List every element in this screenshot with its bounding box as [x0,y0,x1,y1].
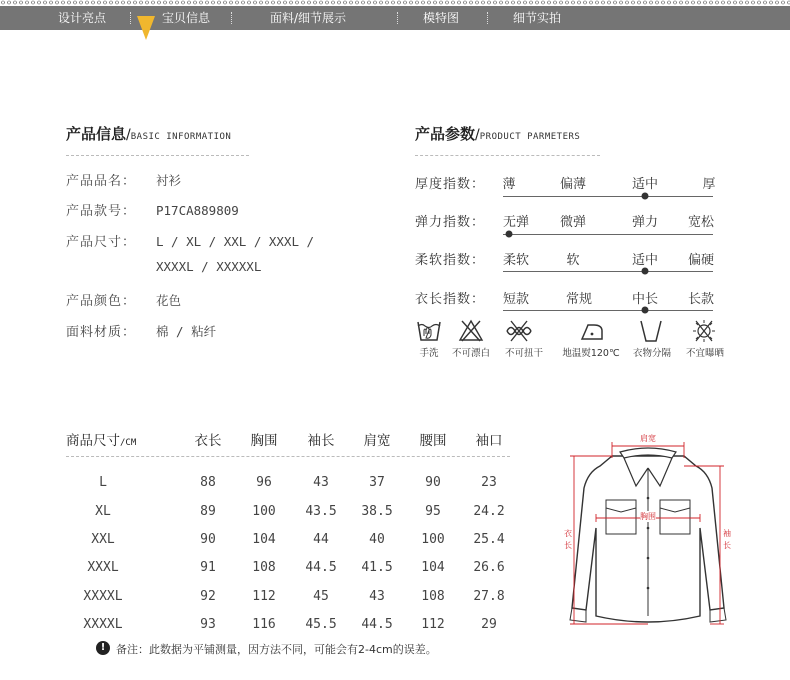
table-cell: 100 [252,504,276,519]
length-label: 衣长 [564,529,572,550]
product-info-title-en: BASIC INFORMATION [130,132,232,142]
param-scale-line [503,310,713,311]
no-wring-icon [505,318,533,344]
param-selected-dot [642,193,649,200]
care-label: 不可扭干 [504,348,544,359]
divider [66,456,510,457]
nav-top-border [0,0,790,5]
param-label: 衣长指数： [415,292,486,307]
heading-slash: / [475,127,480,143]
table-cell: 100 [421,532,445,547]
product-info-heading [66,123,231,144]
nav-tab-design-highlights[interactable]: 设计亮点 [58,11,107,25]
table-cell: 26.6 [473,560,505,575]
table-cell: 116 [252,617,276,632]
param-option: 柔软 [502,253,530,268]
info-value-continued: XXXXL / XXXXXL [156,259,262,274]
size-table-header: 肩宽 [363,433,391,449]
param-label: 弹力指数： [415,215,486,230]
param-option: 适中 [631,177,659,192]
sleeve-length-label: 袖长 [723,529,731,550]
info-label: 产品尺寸： [66,235,137,250]
no-bleach-icon [457,318,485,344]
info-label: 面料材质： [66,325,137,340]
info-row-color [66,290,181,309]
shoulder-width-label: 肩宽 [640,434,656,443]
table-cell: 41.5 [361,560,393,575]
divider [415,155,600,156]
param-option: 偏薄 [559,177,587,192]
table-cell: 92 [200,589,216,604]
info-value: P17CA889809 [156,203,239,218]
size-note: 备注：此数据为平铺测量，因方法不同，可能会有2-4cm的误差。 [116,643,437,656]
param-option: 中长 [631,292,659,307]
heading-slash: / [126,127,131,143]
nav-separator [130,12,131,24]
size-cell: XXXL [87,560,119,575]
param-option: 短款 [502,292,530,307]
shirt-measurement-diagram [560,428,740,640]
info-value: 棉 / 粘纤 [156,324,217,339]
table-cell: 90 [200,532,216,547]
nav-tab-fabric-details[interactable]: 面料/细节展示 [270,11,347,25]
info-value: 花色 [156,293,182,308]
care-label: 衣物分隔 [632,348,672,359]
table-cell: 40 [369,532,385,547]
table-cell: 43 [313,475,329,490]
info-row-name [66,170,181,189]
nav-separator [397,12,398,24]
size-cell: XL [95,504,111,519]
table-cell: 45.5 [305,617,337,632]
param-option: 宽松 [687,215,715,230]
info-value: 衬衫 [156,173,182,188]
size-header-unit: /CM [120,438,137,448]
table-cell: 89 [200,504,216,519]
param-option: 无弹 [502,215,530,230]
table-cell: 23 [481,475,497,490]
nav-separator [231,12,232,24]
table-cell: 112 [252,589,276,604]
table-cell: 43.5 [305,504,337,519]
param-scale-line [503,271,713,272]
size-cell: XXXXL [83,589,123,604]
param-scale-line [503,234,713,235]
param-label: 厚度指数： [415,177,486,192]
param-selected-dot [642,307,649,314]
nav-tab-product-info[interactable]: 宝贝信息 [162,11,211,25]
table-cell: 93 [200,617,216,632]
hand-wash-icon [415,318,443,344]
size-table-header: 胸围 [250,433,278,449]
product-params-title-en: PRODUCT PARMETERS [479,132,581,142]
size-cell: XXXXL [83,617,123,632]
product-params-heading [415,123,580,144]
table-cell: 96 [256,475,272,490]
wash-separately-icon [637,318,665,344]
param-option: 弹力 [631,215,659,230]
shirt-outline-icon [560,428,740,640]
table-cell: 90 [425,475,441,490]
table-cell: 25.4 [473,532,505,547]
table-cell: 29 [481,617,497,632]
chest-label: 胸围 [640,512,656,521]
size-table-header: 衣长 [194,433,222,449]
info-label: 产品款号： [66,204,137,219]
param-label: 柔软指数： [415,253,486,268]
table-cell: 37 [369,475,385,490]
care-label: 地温熨120℃ [562,348,620,359]
warning-icon: ! [96,641,110,655]
divider [66,155,249,156]
table-cell: 44.5 [305,560,337,575]
table-cell: 44.5 [361,617,393,632]
top-nav [0,6,790,30]
info-value: L / XL / XXL / XXXL / [156,234,315,249]
nav-tab-detail-photos[interactable]: 细节实拍 [513,11,562,25]
active-tab-marker [137,16,155,40]
table-cell: 91 [200,560,216,575]
size-header-label: 商品尺寸 [66,433,120,449]
param-option: 常规 [565,292,593,307]
param-option: 软 [566,253,580,268]
info-row-material [66,321,216,340]
care-label: 手洗 [419,348,439,359]
table-cell: 44 [313,532,329,547]
info-label: 产品品名： [66,174,137,189]
size-cell: XXL [91,532,115,547]
size-table-header: 袖长 [307,433,335,449]
table-cell: 112 [421,617,445,632]
param-option: 厚 [702,177,716,192]
table-cell: 38.5 [361,504,393,519]
param-scale-line [503,196,713,197]
size-cell: L [99,475,107,490]
info-label: 产品颜色： [66,294,137,309]
product-params-title: 产品参数 [415,125,476,143]
size-table-header-size [66,429,136,449]
info-row-sizes [66,231,314,250]
no-sun-dry-icon [690,318,718,344]
low-iron-icon [578,318,606,344]
nav-tab-model-photos[interactable]: 模特图 [423,11,460,25]
param-option: 适中 [631,253,659,268]
size-table-header: 袖口 [475,433,503,449]
info-row-style-number [66,200,239,219]
table-cell: 27.8 [473,589,505,604]
param-option: 长款 [687,292,715,307]
table-cell: 95 [425,504,441,519]
param-selected-dot [506,231,513,238]
table-cell: 104 [421,560,445,575]
table-cell: 43 [369,589,385,604]
table-cell: 24.2 [473,504,505,519]
size-table-header: 腰围 [419,433,447,449]
care-label: 不可漂白 [451,348,491,359]
product-info-title: 产品信息 [66,125,127,143]
param-selected-dot [642,268,649,275]
param-option: 薄 [502,177,516,192]
care-label: 不宜曝晒 [685,348,725,359]
table-cell: 45 [313,589,329,604]
nav-separator [487,12,488,24]
param-option: 微弹 [559,215,587,230]
table-cell: 104 [252,532,276,547]
table-cell: 108 [421,589,445,604]
table-cell: 88 [200,475,216,490]
table-cell: 108 [252,560,276,575]
param-option: 偏硬 [687,253,715,268]
